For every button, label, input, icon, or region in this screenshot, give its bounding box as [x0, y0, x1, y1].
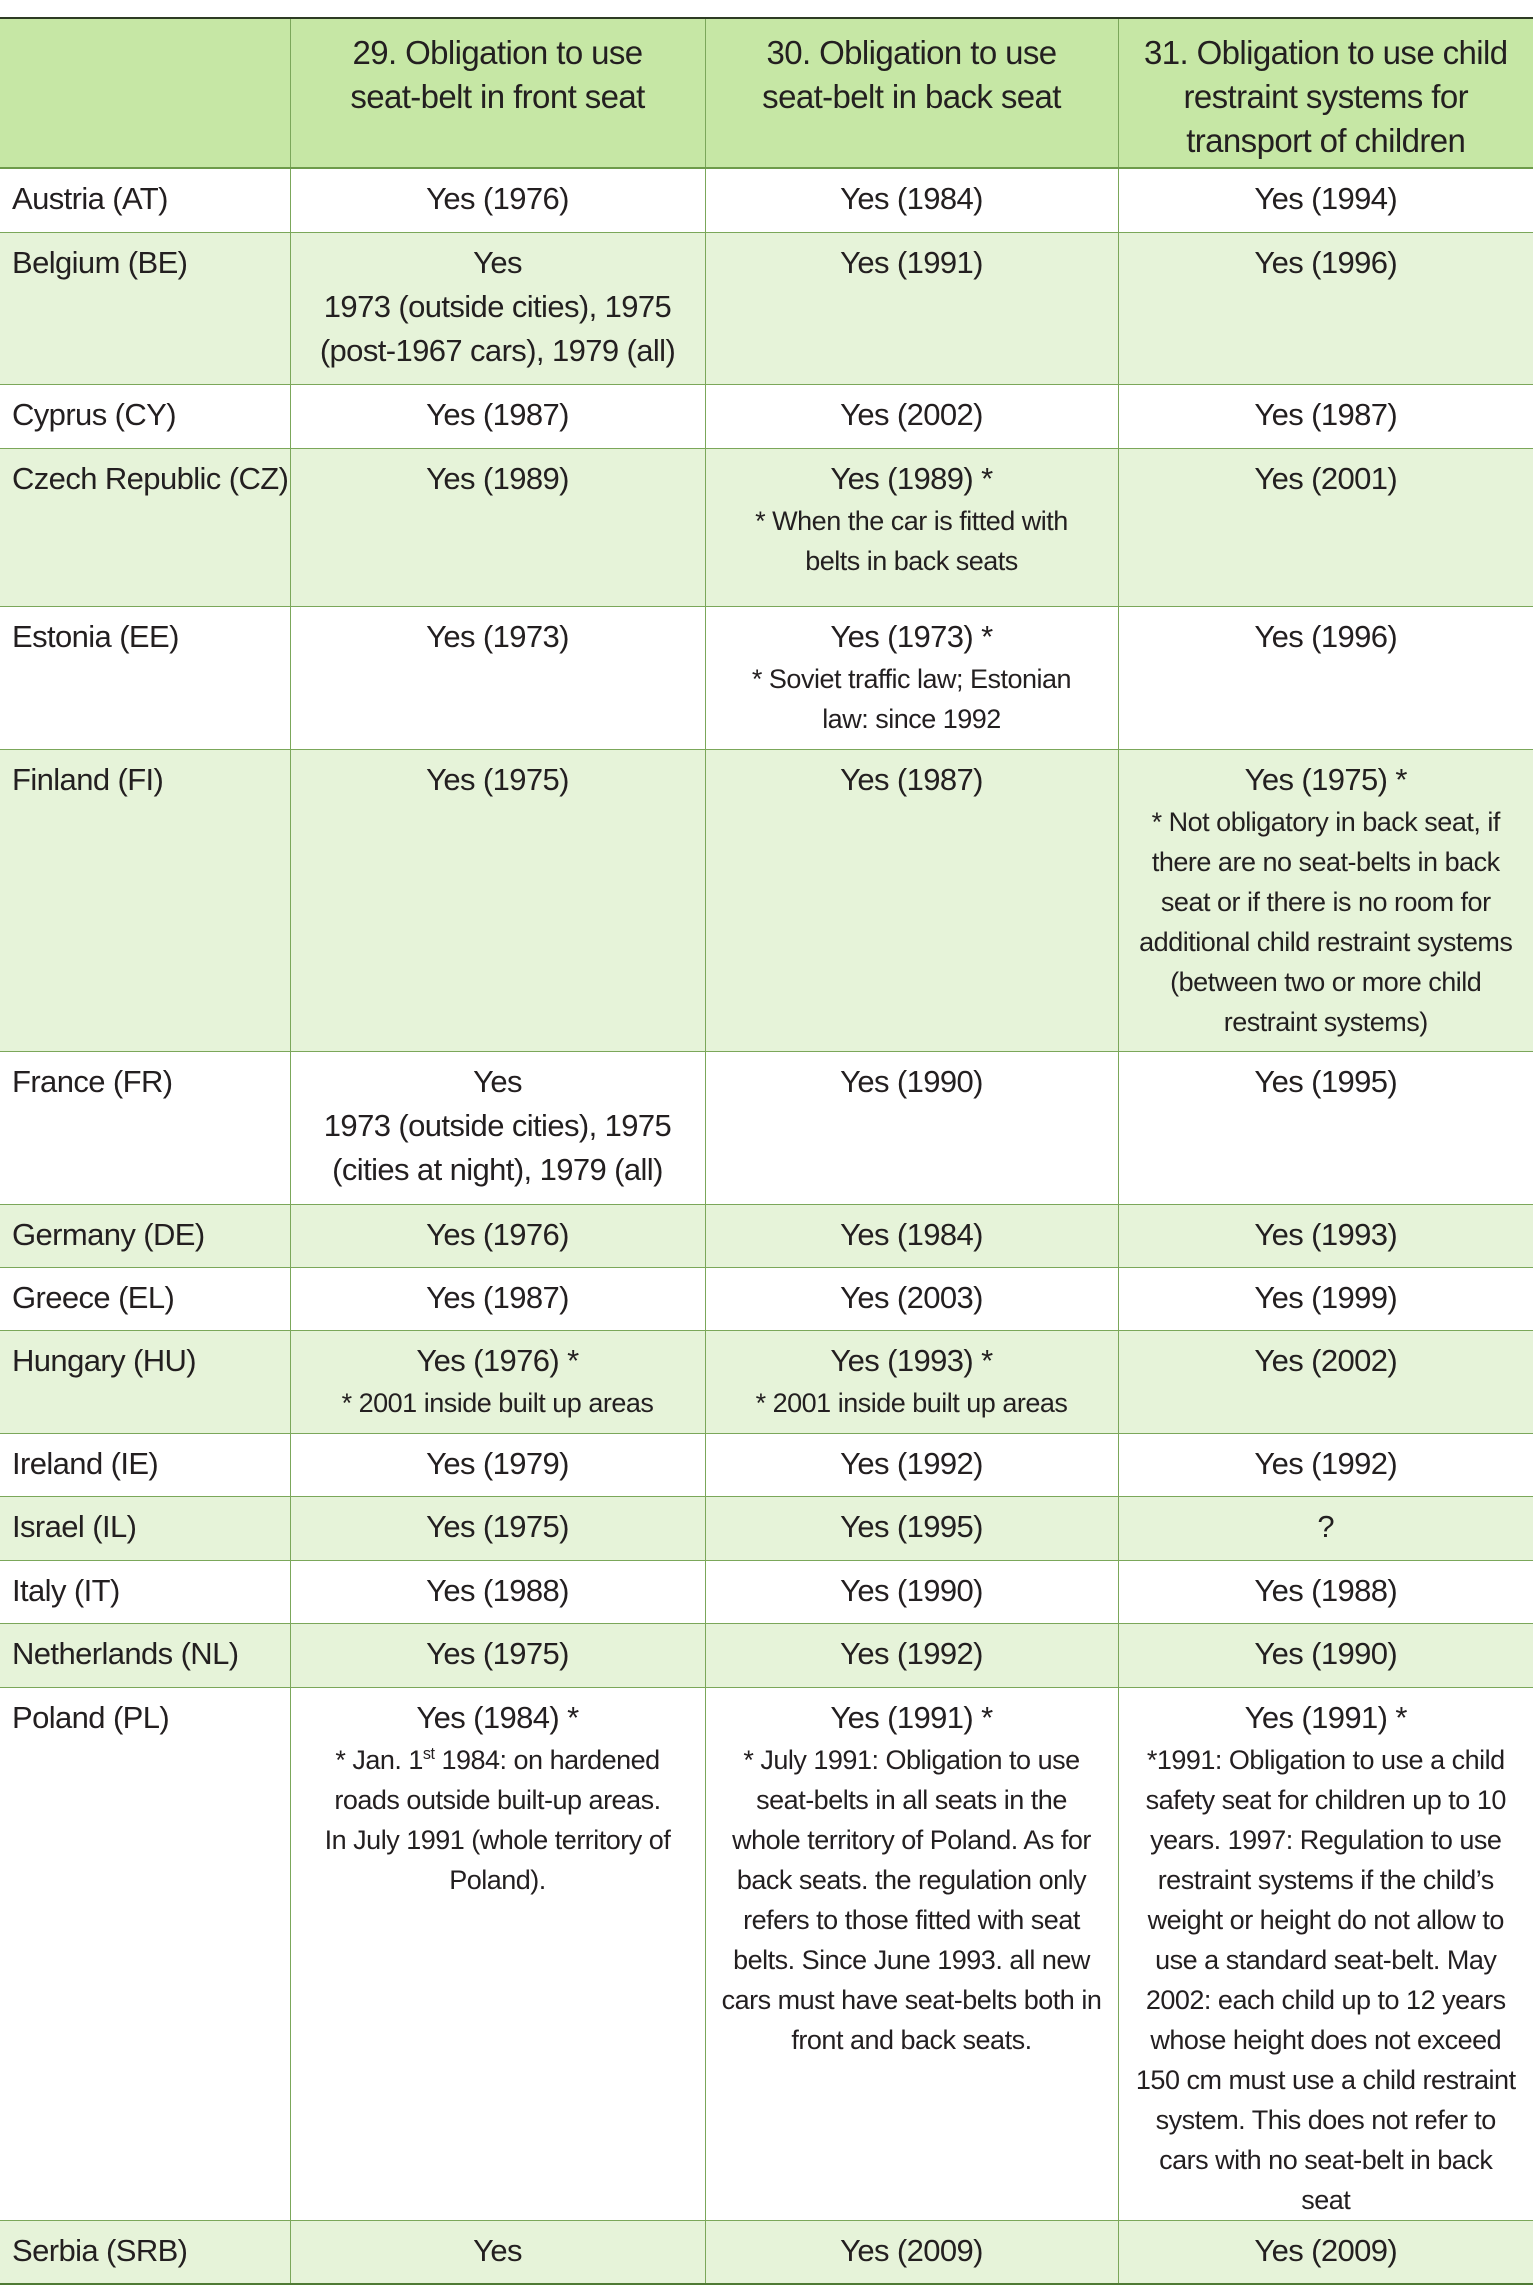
- table-header-row: [0, 18, 1533, 168]
- front-seat-detail: 1973 (outside cities), 1975 (cities at night), 1979 (all): [323, 1107, 672, 1187]
- front-seat-cell: Yes (1975): [290, 1623, 705, 1687]
- front-seat-footnote: * 2001 inside built up areas: [341, 1387, 654, 1418]
- table-row-cyprus: [0, 384, 1533, 448]
- back-seat-cell: [705, 1330, 1118, 1433]
- front-seat-cell: Yes: [290, 2220, 705, 2284]
- front-seat-cell: [290, 232, 705, 384]
- back-seat-footnote: * When the car is fitted with belts in back seats: [755, 505, 1068, 576]
- table-row-ireland: [0, 1433, 1533, 1496]
- child-restraint-cell: Yes (1995): [1118, 1051, 1533, 1204]
- back-seat-value: Yes (1989) *: [830, 460, 993, 496]
- back-seat-footnote: * July 1991: Obligation to use seat-belts in all seats in the whole territory of Poland. As for back seats. the regulation only refers to those fitted with seat belts. Since June 1993. all new cars must have seat-belts both in front and back seats.: [721, 1744, 1102, 2055]
- country-cell: Italy (IT): [0, 1560, 290, 1623]
- header-front-seat: 29. Obligation to use seat-belt in front seat: [290, 18, 705, 168]
- child-restraint-value: Yes (1991) *: [1244, 1699, 1407, 1735]
- country-cell: Austria (AT): [0, 168, 290, 232]
- back-seat-value: Yes (1991) *: [830, 1699, 993, 1735]
- front-seat-cell: Yes (1979): [290, 1433, 705, 1496]
- front-seat-value: Yes: [473, 244, 522, 280]
- table-row-italy: [0, 1560, 1533, 1623]
- country-cell: Belgium (BE): [0, 232, 290, 384]
- back-seat-cell: Yes (1992): [705, 1433, 1118, 1496]
- front-seat-cell: [290, 1330, 705, 1433]
- child-restraint-cell: Yes (1996): [1118, 232, 1533, 384]
- back-seat-value: Yes (1973) *: [830, 618, 993, 654]
- front-seat-value: Yes (1976) *: [416, 1342, 579, 1378]
- table-row-serbia: [0, 2220, 1533, 2284]
- back-seat-cell: Yes (1984): [705, 168, 1118, 232]
- back-seat-cell: Yes (2002): [705, 384, 1118, 448]
- child-restraint-cell: Yes (1992): [1118, 1433, 1533, 1496]
- front-seat-cell: Yes (1975): [290, 1496, 705, 1560]
- table-row-finland: [0, 749, 1533, 1051]
- table-row-israel: [0, 1496, 1533, 1560]
- child-restraint-cell: Yes (2009): [1118, 2220, 1533, 2284]
- table-row-belgium: [0, 232, 1533, 384]
- back-seat-cell: [705, 448, 1118, 606]
- front-seat-cell: Yes (1987): [290, 384, 705, 448]
- seat-belt-obligation-table: [0, 17, 1533, 2285]
- country-cell: Hungary (HU): [0, 1330, 290, 1433]
- child-restraint-cell: Yes (1993): [1118, 1204, 1533, 1267]
- child-restraint-cell: Yes (2001): [1118, 448, 1533, 606]
- country-cell: Serbia (SRB): [0, 2220, 290, 2284]
- table-row-austria: [0, 168, 1533, 232]
- child-restraint-cell: [1118, 749, 1533, 1051]
- country-cell: Cyprus (CY): [0, 384, 290, 448]
- back-seat-cell: Yes (2009): [705, 2220, 1118, 2284]
- front-seat-cell: Yes (1987): [290, 1267, 705, 1330]
- country-cell: Poland (PL): [0, 1687, 290, 2220]
- header-back-seat: 30. Obligation to use seat-belt in back seat: [705, 18, 1118, 168]
- back-seat-footnote: * 2001 inside built up areas: [755, 1387, 1068, 1418]
- front-seat-cell: Yes (1989): [290, 448, 705, 606]
- child-restraint-cell: [1118, 1687, 1533, 2220]
- header-child-restraint: 31. Obligation to use child restraint systems for transport of children: [1118, 18, 1533, 168]
- child-restraint-cell: Yes (1988): [1118, 1560, 1533, 1623]
- country-cell: France (FR): [0, 1051, 290, 1204]
- front-seat-cell: Yes (1988): [290, 1560, 705, 1623]
- front-seat-footnote: * Jan. 1st 1984: on hardened roads outside built-up areas. In July 1991 (whole territory of Poland).: [324, 1744, 671, 1895]
- child-restraint-cell: Yes (2002): [1118, 1330, 1533, 1433]
- front-seat-value: Yes: [473, 1063, 522, 1099]
- back-seat-cell: Yes (1990): [705, 1051, 1118, 1204]
- table-row-france: [0, 1051, 1533, 1204]
- front-seat-cell: [290, 1051, 705, 1204]
- country-cell: Finland (FI): [0, 749, 290, 1051]
- front-seat-cell: Yes (1976): [290, 168, 705, 232]
- table-row-netherlands: [0, 1623, 1533, 1687]
- table-row-estonia: [0, 606, 1533, 749]
- front-seat-detail: 1973 (outside cities), 1975 (post-1967 cars), 1979 (all): [319, 288, 676, 368]
- country-cell: Israel (IL): [0, 1496, 290, 1560]
- table-row-czech-republic: [0, 448, 1533, 606]
- back-seat-cell: Yes (1991): [705, 232, 1118, 384]
- child-restraint-cell: Yes (1994): [1118, 168, 1533, 232]
- child-restraint-cell: Yes (1990): [1118, 1623, 1533, 1687]
- back-seat-cell: Yes (1987): [705, 749, 1118, 1051]
- back-seat-footnote: * Soviet traffic law; Estonian law: since 1992: [751, 663, 1072, 734]
- back-seat-cell: Yes (1995): [705, 1496, 1118, 1560]
- back-seat-cell: Yes (1984): [705, 1204, 1118, 1267]
- child-restraint-cell: ?: [1118, 1496, 1533, 1560]
- back-seat-cell: [705, 1687, 1118, 2220]
- country-cell: Czech Republic (CZ): [0, 448, 290, 606]
- country-cell: Germany (DE): [0, 1204, 290, 1267]
- child-restraint-cell: Yes (1987): [1118, 384, 1533, 448]
- table-row-germany: [0, 1204, 1533, 1267]
- table-row-greece: [0, 1267, 1533, 1330]
- back-seat-cell: [705, 606, 1118, 749]
- back-seat-cell: Yes (1992): [705, 1623, 1118, 1687]
- country-cell: Estonia (EE): [0, 606, 290, 749]
- front-seat-cell: Yes (1973): [290, 606, 705, 749]
- front-seat-value: Yes (1984) *: [416, 1699, 579, 1735]
- back-seat-cell: Yes (1990): [705, 1560, 1118, 1623]
- child-restraint-value: Yes (1975) *: [1244, 761, 1407, 797]
- front-seat-cell: [290, 1687, 705, 2220]
- header-country: [0, 18, 290, 168]
- table-row-hungary: [0, 1330, 1533, 1433]
- child-restraint-footnote: * Not obligatory in back seat, if there are no seat-belts in back seat or if there is no room for additional child restraint systems (between two or more child restraint systems): [1139, 806, 1513, 1037]
- country-cell: Netherlands (NL): [0, 1623, 290, 1687]
- child-restraint-cell: Yes (1996): [1118, 606, 1533, 749]
- country-cell: Ireland (IE): [0, 1433, 290, 1496]
- child-restraint-footnote: *1991: Obligation to use a child safety seat for children up to 10 years. 1997: Regulation to use restraint systems if the child’s weight or height do not allow to use a standard seat-belt. May 2002: each child up to 12 years whose height does not exceed 150 cm must use a child restraint system. This does not refer to cars with no seat-belt in back seat: [1135, 1744, 1516, 2215]
- front-seat-cell: Yes (1975): [290, 749, 705, 1051]
- back-seat-value: Yes (1993) *: [830, 1342, 993, 1378]
- back-seat-cell: Yes (2003): [705, 1267, 1118, 1330]
- front-seat-cell: Yes (1976): [290, 1204, 705, 1267]
- country-cell: Greece (EL): [0, 1267, 290, 1330]
- child-restraint-cell: Yes (1999): [1118, 1267, 1533, 1330]
- table-row-poland: [0, 1687, 1533, 2220]
